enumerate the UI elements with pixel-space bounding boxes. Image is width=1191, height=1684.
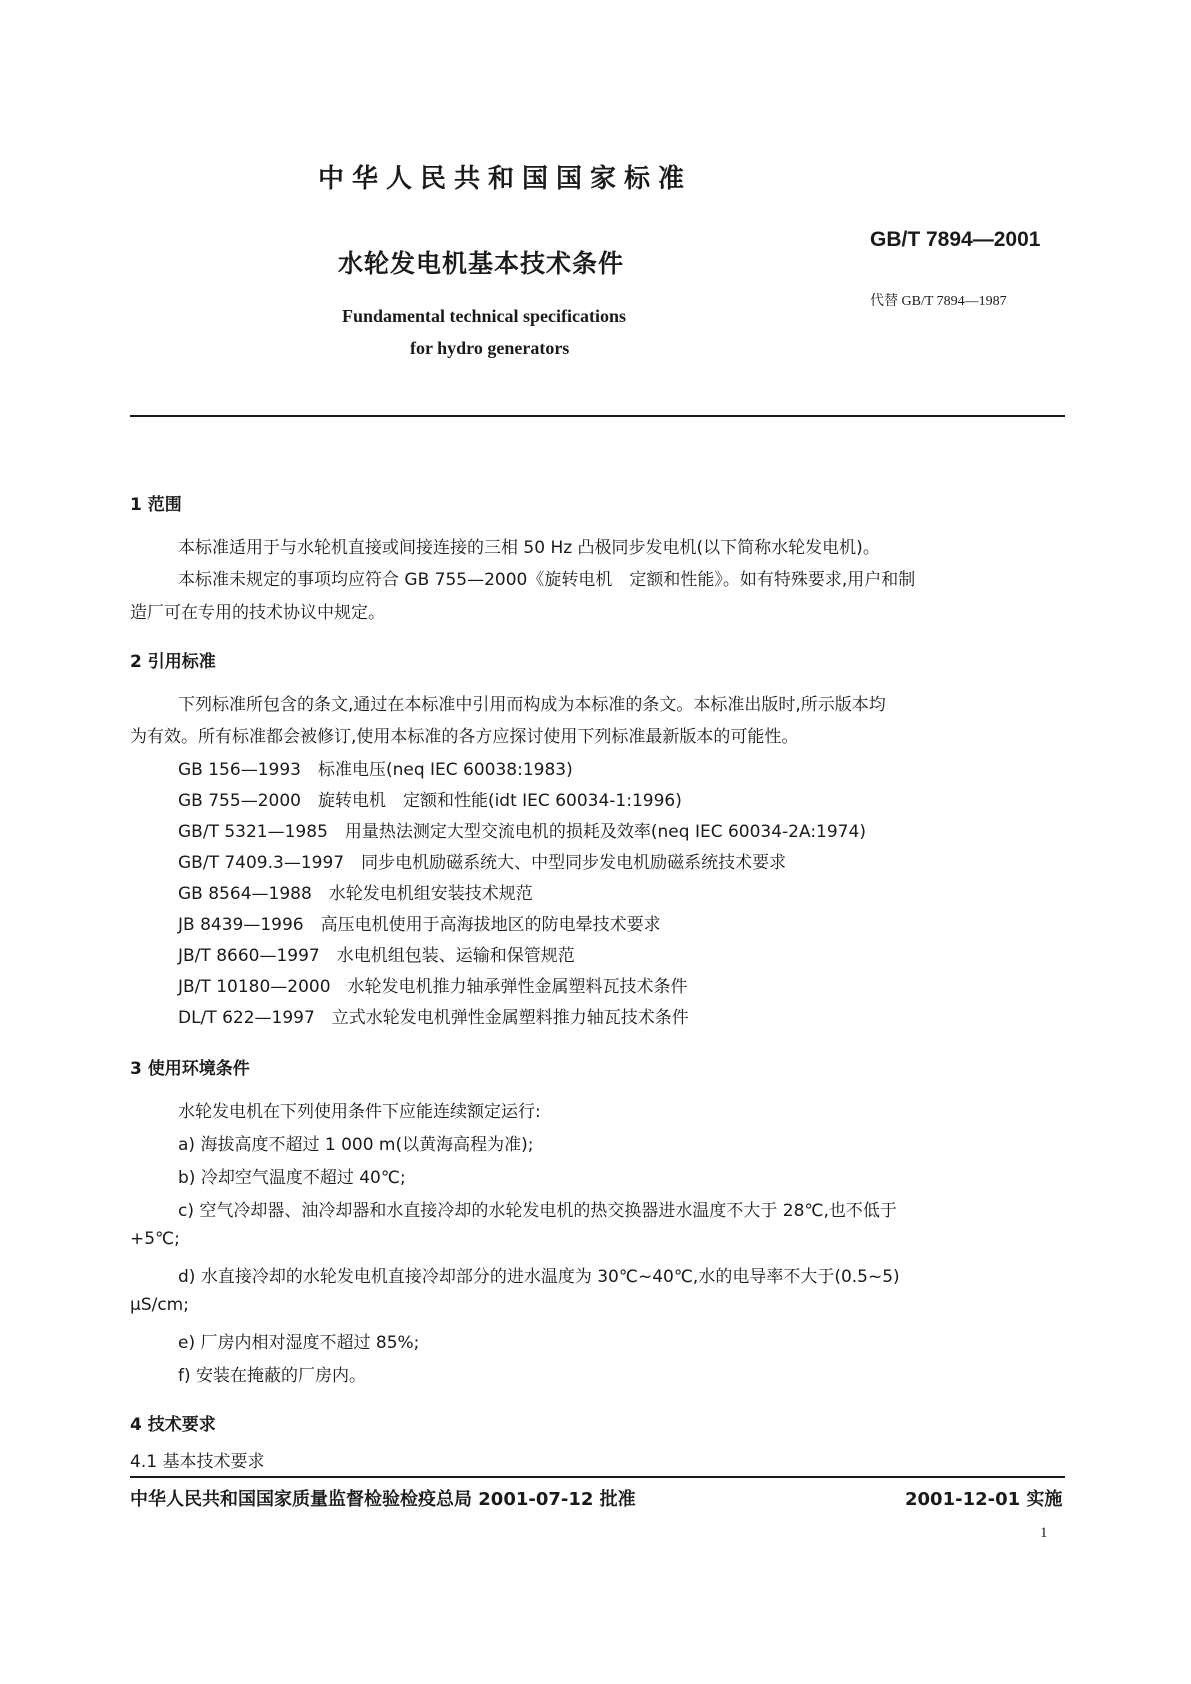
- reference-item: JB 8439—1996 高压电机使用于高海拔地区的防电晕技术要求: [178, 915, 661, 935]
- section-2-intro-line-1: 下列标准所包含的条文,通过在本标准中引用而构成为本标准的条文。本标准出版时,所示版本均: [178, 695, 886, 715]
- section-1-paragraph-1: 本标准适用于与水轮机直接或间接连接的三相 50 Hz 凸极同步发电机(以下简称水轮发电机)。: [178, 538, 880, 558]
- reference-item: GB 156—1993 标准电压(neq IEC 60038:1983): [178, 760, 573, 780]
- implementation-date: 2001-12-01 实施: [905, 1489, 1063, 1510]
- condition-c-line-2: +5℃;: [130, 1229, 180, 1249]
- condition-d-line-1: d) 水直接冷却的水轮发电机直接冷却部分的进水温度为 30℃~40℃,水的电导率不大于(0.5~5): [178, 1267, 900, 1287]
- header-divider: [130, 415, 1065, 417]
- page-number: 1: [1040, 1525, 1048, 1541]
- national-standard-heading: 中华人民共和国国家标准: [318, 164, 693, 194]
- standard-number: GB/T 7894—2001: [870, 228, 1041, 251]
- condition-c-line-1: c) 空气冷却器、油冷却器和水直接冷却的水轮发电机的热交换器进水温度不大于 28℃,也不低于: [178, 1201, 897, 1221]
- section-3-intro: 水轮发电机在下列使用条件下应能连续额定运行:: [178, 1102, 541, 1122]
- section-1-paragraph-2-line-2: 造厂可在专用的技术协议中规定。: [130, 603, 385, 623]
- footer-divider: [130, 1476, 1065, 1478]
- reference-item: JB/T 8660—1997 水电机组包装、运输和保管规范: [178, 946, 575, 966]
- condition-f: f) 安装在掩蔽的厂房内。: [178, 1366, 367, 1386]
- document-title-en-line2: for hydro generators: [410, 338, 570, 358]
- reference-item: GB/T 7409.3—1997 同步电机励磁系统大、中型同步发电机励磁系统技术要求: [178, 853, 787, 873]
- replaces-standard: 代替 GB/T 7894—1987: [870, 294, 1007, 309]
- section-4-1-heading: 4.1 基本技术要求: [130, 1452, 265, 1472]
- condition-e: e) 厂房内相对湿度不超过 85%;: [178, 1333, 420, 1353]
- section-2-intro-line-2: 为有效。所有标准都会被修订,使用本标准的各方应探讨使用下列标准最新版本的可能性。: [130, 727, 799, 747]
- condition-a: a) 海拔高度不超过 1 000 m(以黄海高程为准);: [178, 1135, 534, 1155]
- reference-item: JB/T 10180—2000 水轮发电机推力轴承弹性金属塑料瓦技术条件: [178, 977, 688, 997]
- approval-statement: 中华人民共和国国家质量监督检验检疫总局 2001-07-12 批准: [130, 1489, 636, 1510]
- condition-d-line-2: μS/cm;: [130, 1295, 189, 1315]
- section-3-heading: 3 使用环境条件: [130, 1059, 250, 1079]
- document-title-cn: 水轮发电机基本技术条件: [338, 249, 625, 278]
- reference-item: GB/T 5321—1985 用量热法测定大型交流电机的损耗及效率(neq IEC 60034-2A:1974): [178, 822, 866, 842]
- section-1-paragraph-2-line-1: 本标准未规定的事项均应符合 GB 755—2000《旋转电机 定额和性能》。如有特殊要求,用户和制: [178, 570, 916, 590]
- condition-b: b) 冷却空气温度不超过 40℃;: [178, 1168, 406, 1188]
- reference-item: DL/T 622—1997 立式水轮发电机弹性金属塑料推力轴瓦技术条件: [178, 1008, 689, 1028]
- section-2-heading: 2 引用标准: [130, 652, 216, 672]
- reference-item: GB 755—2000 旋转电机 定额和性能(idt IEC 60034-1:1996): [178, 791, 682, 811]
- reference-item: GB 8564—1988 水轮发电机组安装技术规范: [178, 884, 533, 904]
- document-title-en-line1: Fundamental technical specifications: [342, 306, 626, 326]
- section-4-heading: 4 技术要求: [130, 1415, 216, 1435]
- section-1-heading: 1 范围: [130, 495, 182, 515]
